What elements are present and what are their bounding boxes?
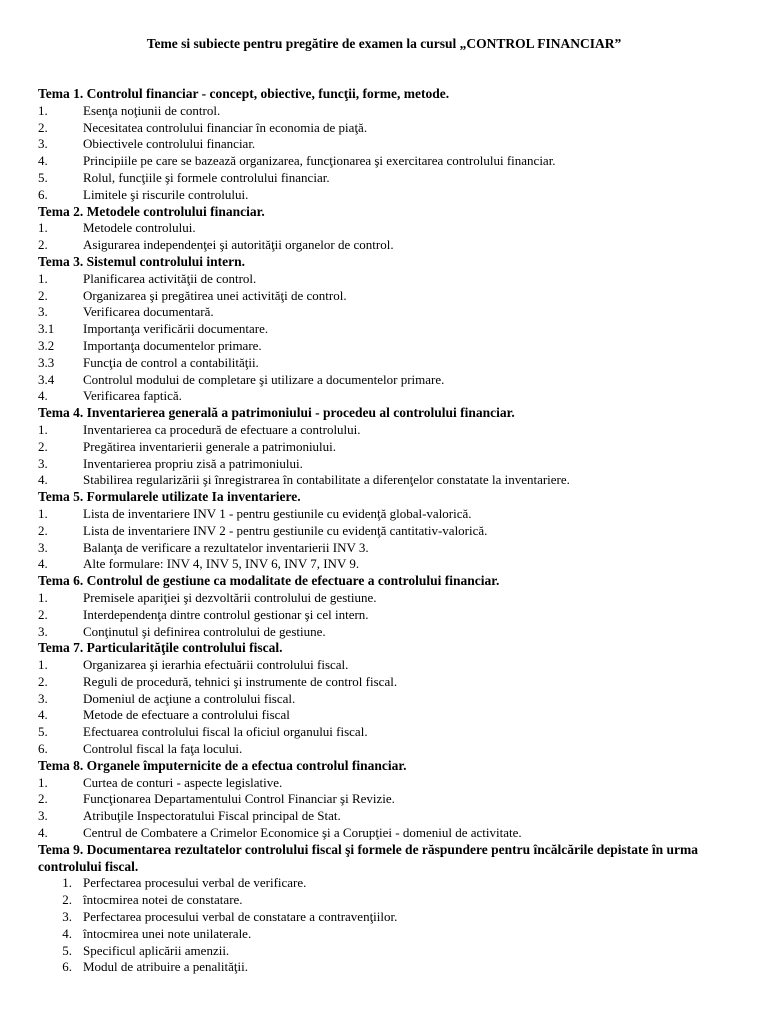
item-text: Rolul, funcţiile şi formele controlului financiar.: [83, 169, 330, 185]
item-number: 2.: [38, 791, 48, 807]
topic-section: [38, 489, 728, 573]
item-text: Lista de inventariere INV 1 - pentru gestiunile cu evidenţă global-valorică.: [83, 505, 472, 521]
list-item: [38, 187, 728, 204]
topic-heading: Tema 2. Metodele controlului financiar.: [38, 203, 265, 219]
item-text: Premisele apariţiei şi dezvoltării controlului de gestiune.: [83, 589, 377, 605]
list-item: [38, 136, 728, 153]
topic-section: [38, 842, 728, 976]
list-item: [38, 590, 728, 607]
item-text: Conţinutul şi definirea controlului de gestiune.: [83, 623, 326, 639]
item-number: 6.: [62, 959, 72, 975]
list-item: [38, 355, 728, 372]
topic-heading: Tema 8. Organele împuternicite de a efectua controlul financiar.: [38, 757, 407, 773]
item-text: întocmirea unei note unilaterale.: [83, 925, 252, 941]
topic-section: [38, 254, 728, 405]
item-number: 5.: [38, 724, 48, 740]
list-item: [38, 926, 728, 943]
topic-section: [38, 86, 728, 204]
item-number: 2.: [38, 438, 48, 454]
item-number: 2.: [38, 287, 48, 303]
item-text: Specificul aplicării amenzii.: [83, 942, 230, 958]
list-item: [38, 540, 728, 557]
list-item: [38, 624, 728, 641]
list-item: [38, 775, 728, 792]
item-number: 1.: [62, 875, 72, 891]
list-item: [38, 523, 728, 540]
item-number: 4.: [62, 925, 72, 941]
item-text: Obiectivele controlului financiar.: [83, 136, 256, 152]
item-number: 3.3: [38, 354, 55, 370]
topic-heading: Tema 1. Controlul financiar - concept, obiective, funcţii, forme, metode.: [38, 86, 450, 101]
item-text: Curtea de conturi - aspecte legislative.: [83, 774, 283, 790]
item-text: Centrul de Combatere a Crimelor Economice şi a Corupţiei - domeniul de activitate.: [83, 825, 522, 841]
list-item: [38, 422, 728, 439]
list-item: [38, 943, 728, 960]
item-text: Modul de atribuire a penalităţii.: [83, 959, 248, 975]
item-number: 3.4: [38, 371, 55, 387]
list-item: [38, 439, 728, 456]
list-item: [38, 388, 728, 405]
item-number: 2.: [62, 892, 72, 908]
item-number: 3.1: [38, 321, 55, 337]
item-text: Inventarierea ca procedură de efectuare a controlului.: [83, 421, 361, 437]
item-text: Organizarea şi ierarhia efectuării controlului fiscal.: [83, 657, 349, 673]
item-text: Limitele şi riscurile controlului.: [83, 186, 249, 202]
list-item: [38, 691, 728, 708]
item-text: Efectuarea controlului fiscal la oficiul organului fiscal.: [83, 724, 368, 740]
item-number: 1.: [38, 102, 48, 118]
item-text: Organizarea şi pregătirea unei activităţi de control.: [83, 287, 347, 303]
item-number: 2.: [38, 522, 48, 538]
list-item: [38, 674, 728, 691]
item-text: Stabilirea regularizării şi înregistrarea în contabilitate a diferenţelor constatate la inventariere.: [83, 472, 570, 488]
item-number: 1.: [38, 589, 48, 605]
item-number: 1.: [38, 774, 48, 790]
item-number: 3.: [38, 304, 48, 320]
item-number: 5.: [38, 169, 48, 185]
item-text: Atribuţile Inspectoratului Fiscal principal de Stat.: [83, 808, 341, 824]
list-item: [38, 741, 728, 758]
item-text: Verificarea documentară.: [83, 304, 214, 320]
item-text: Inventarierea propriu zisă a patrimoniului.: [83, 455, 303, 471]
list-item: [38, 892, 728, 909]
topic-heading: Tema 6. Controlul de gestiune ca modalitate de efectuare a controlului financiar.: [38, 573, 500, 589]
item-text: Metodele controlului.: [83, 220, 196, 236]
topic-heading: Tema 9. Documentarea rezultatelor controlului fiscal şi formele de răspundere pentru încălcările depistate în urma controlului fiscal.: [38, 841, 699, 874]
item-text: Perfectarea procesului verbal de verificare.: [83, 875, 307, 891]
list-item: [38, 338, 728, 355]
item-number: 4.: [38, 556, 48, 572]
item-number: 3.: [38, 539, 48, 555]
item-number: 3.: [38, 690, 48, 706]
list-item: [38, 237, 728, 254]
item-text: Controlul fiscal la faţa locului.: [83, 741, 243, 757]
list-item: [38, 791, 728, 808]
item-number: 4.: [38, 825, 48, 841]
list-item: [38, 808, 728, 825]
item-text: Alte formulare: INV 4, INV 5, INV 6, INV 7, INV 9.: [83, 556, 360, 572]
list-item: [38, 304, 728, 321]
item-number: 3.: [62, 909, 72, 925]
item-text: Importanţa documentelor primare.: [83, 337, 262, 353]
item-text: Necesitatea controlului financiar în economia de piaţă.: [83, 119, 368, 135]
item-text: Controlul modului de completare şi utilizare a documentelor primare.: [83, 371, 445, 387]
item-text: Verificarea faptică.: [83, 388, 182, 404]
list-item: [38, 120, 728, 137]
item-number: 4.: [38, 153, 48, 169]
list-item: [38, 288, 728, 305]
item-text: Esenţa noţiunii de control.: [83, 102, 221, 118]
item-number: 1.: [38, 505, 48, 521]
item-number: 2.: [38, 119, 48, 135]
list-item: [38, 607, 728, 624]
item-text: Funcţia de control a contabilităţii.: [83, 354, 259, 370]
item-number: 1.: [38, 220, 48, 236]
item-text: Interdependenţa dintre controlul gestionar şi cel intern.: [83, 606, 369, 622]
list-item: [38, 506, 728, 523]
item-text: Funcţionarea Departamentului Control Financiar şi Revizie.: [83, 791, 395, 807]
list-item: [38, 456, 728, 473]
topic-heading: Tema 3. Sistemul controlului intern.: [38, 253, 246, 269]
item-number: 4.: [38, 472, 48, 488]
list-item: [38, 657, 728, 674]
item-text: Perfectarea procesului verbal de constatare a contravenţiilor.: [83, 909, 398, 925]
item-number: 6.: [38, 186, 48, 202]
item-text: Reguli de procedură, tehnici şi instrumente de control fiscal.: [83, 673, 398, 689]
topic-section: [38, 405, 728, 489]
item-number: 3.2: [38, 337, 55, 353]
item-text: Lista de inventariere INV 2 - pentru gestiunile cu evidenţă cantitativ-valorică.: [83, 522, 488, 538]
list-item: [38, 875, 728, 892]
list-item: [38, 959, 728, 976]
topic-section: [38, 573, 728, 640]
item-text: Metode de efectuare a controlului fiscal: [83, 707, 290, 723]
item-number: 1.: [38, 270, 48, 286]
item-number: 1.: [38, 421, 48, 437]
item-text: Domeniul de acţiune a controlului fiscal.: [83, 690, 296, 706]
topic-section: [38, 758, 728, 842]
topic-section: [38, 640, 728, 758]
list-item: [38, 825, 728, 842]
item-number: 3.: [38, 136, 48, 152]
item-number: 3.: [38, 455, 48, 471]
item-text: Planificarea activităţii de control.: [83, 270, 257, 286]
item-text: Importanţa verificării documentare.: [83, 321, 269, 337]
item-number: 2.: [38, 237, 48, 253]
list-item: [38, 556, 728, 573]
item-number: 4.: [38, 388, 48, 404]
list-item: [38, 103, 728, 120]
document-title: Teme si subiecte pentru pregătire de examen la cursul „CONTROL FINANCIAR”: [146, 36, 622, 51]
list-item: [38, 372, 728, 389]
item-text: întocmirea notei de constatare.: [83, 892, 243, 908]
topic-heading: Tema 7. Particularităţile controlului fiscal.: [38, 640, 283, 656]
item-number: 3.: [38, 623, 48, 639]
list-item: [38, 707, 728, 724]
list-item: [38, 724, 728, 741]
item-number: 4.: [38, 707, 48, 723]
topic-section: [38, 204, 728, 254]
list-item: [38, 271, 728, 288]
item-text: Balanţa de verificare a rezultatelor inventarierii INV 3.: [83, 539, 369, 555]
item-number: 2.: [38, 606, 48, 622]
topics-list: [38, 86, 728, 976]
item-number: 5.: [62, 942, 72, 958]
item-number: 6.: [38, 741, 48, 757]
item-number: 1.: [38, 657, 48, 673]
list-item: [38, 909, 728, 926]
list-item: [38, 472, 728, 489]
topic-heading: Tema 4. Inventarierea generală a patrimoniului - procedeu al controlului financiar.: [38, 405, 515, 421]
item-number: 2.: [38, 673, 48, 689]
item-text: Pregătirea inventarierii generale a patrimoniului.: [83, 438, 337, 454]
list-item: [38, 220, 728, 237]
topic-heading: Tema 5. Formularele utilizate Ia inventariere.: [38, 489, 301, 505]
list-item: [38, 170, 728, 187]
item-number: 3.: [38, 808, 48, 824]
item-text: Asigurarea independenţei şi autorităţii organelor de control.: [83, 237, 394, 253]
list-item: [38, 153, 728, 170]
list-item: [38, 321, 728, 338]
item-text: Principiile pe care se bazează organizarea, funcţionarea şi exercitarea controlului financiar.: [83, 153, 556, 169]
